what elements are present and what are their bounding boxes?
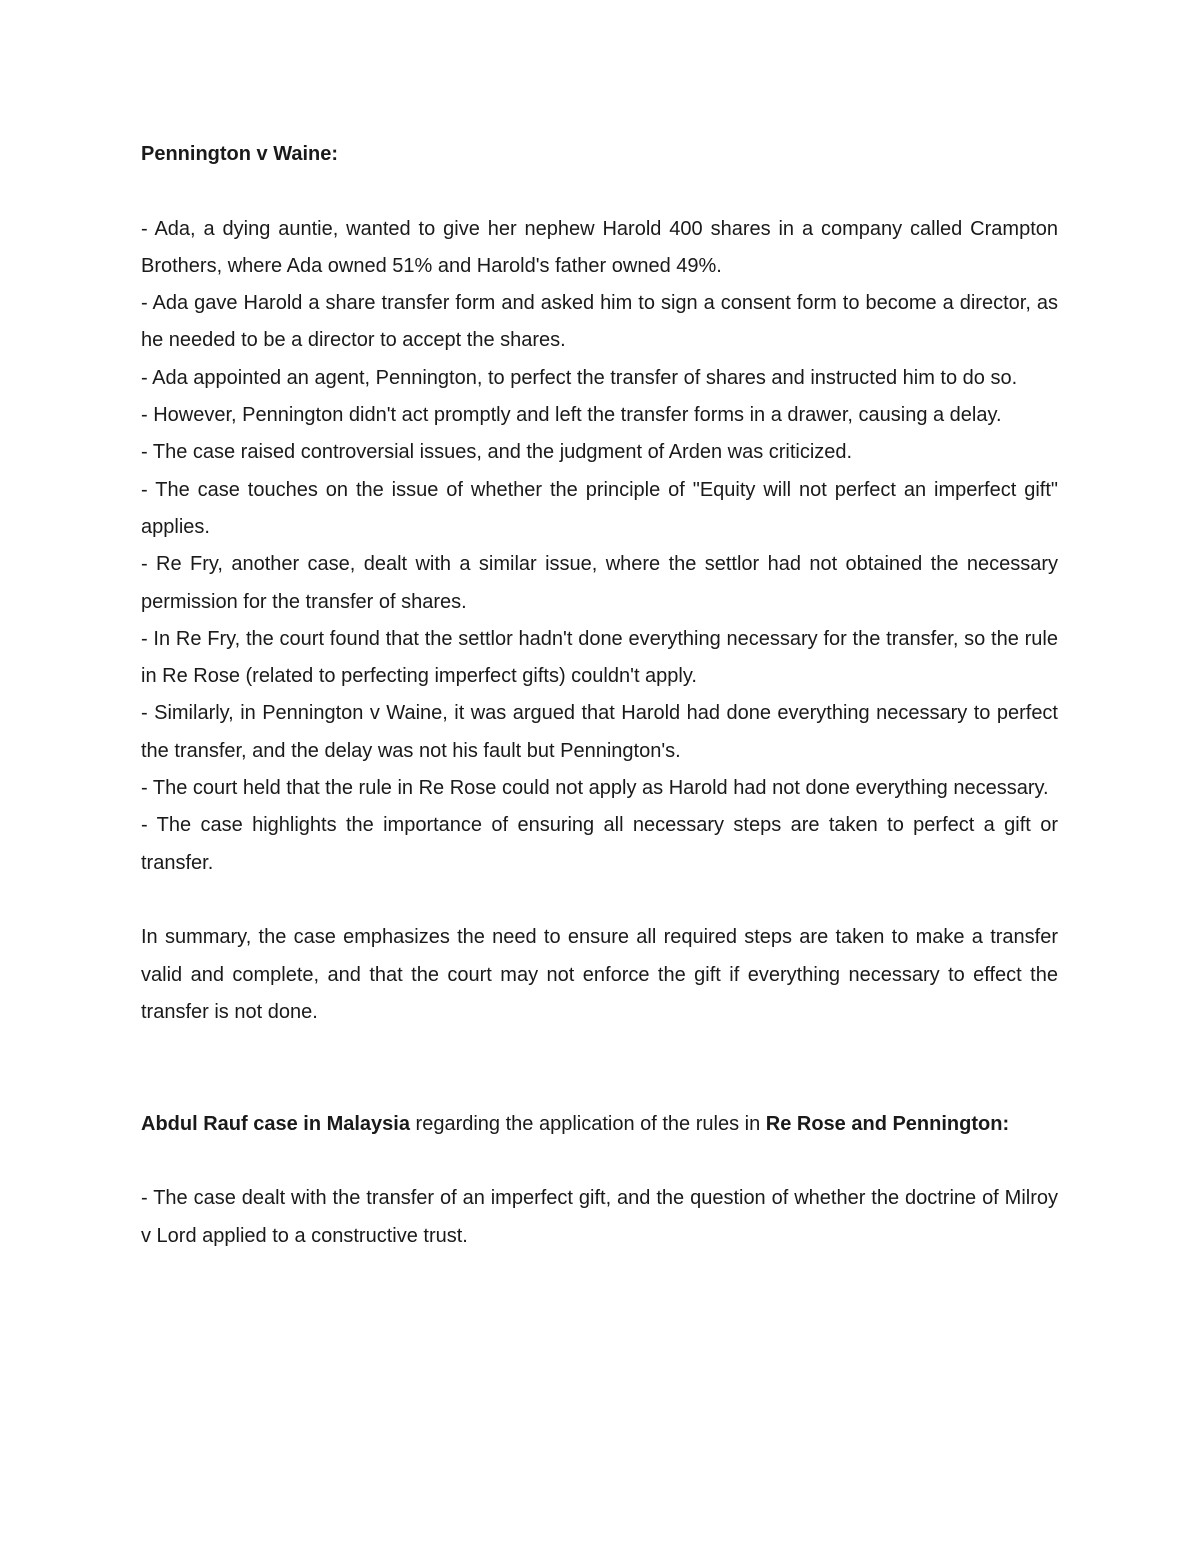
bullet-item: - The case touches on the issue of whether the principle of "Equity will not perfect an imperfect gift" applies. (141, 478, 1058, 538)
bullet-item: - In Re Fry, the court found that the settlor hadn't done everything necessary for the transfer, so the rule in Re Rose (related to perfecting imperfect gifts) couldn't apply. (141, 627, 1058, 688)
bullet-item: - The case highlights the importance of ensuring all necessary steps are taken to perfect a gift or transfer. (141, 814, 1058, 874)
document-page (141, 136, 1058, 1255)
bullet-item: - The court held that the rule in Re Rose could not apply as Harold had not done everything necessary. (141, 777, 1049, 800)
bullet-item: - Re Fry, another case, dealt with a similar issue, where the settlor had not obtained the necessary permission for the transfer of shares. (141, 553, 1058, 613)
bullet-item: - However, Pennington didn't act promptly and left the transfer forms in a drawer, causing a delay. (141, 404, 1002, 427)
pennington-bullet-list (141, 211, 1058, 882)
heading-bold-case-name: Abdul Rauf case in Malaysia (141, 1112, 410, 1135)
section-heading-pennington: Pennington v Waine: (141, 143, 339, 165)
heading-bold-rules: Re Rose and Pennington: (765, 1112, 1010, 1135)
spacer (141, 173, 1058, 210)
spacer (141, 1031, 1058, 1106)
spacer (141, 882, 1058, 919)
heading-normal-text: regarding the application of the rules in (409, 1112, 766, 1135)
bullet-item: - Ada, a dying auntie, wanted to give her nephew Harold 400 shares in a company called Crampton Brothers, where Ada owned 51% and Harold's father owned 49%. (141, 217, 1058, 277)
summary-paragraph: In summary, the case emphasizes the need to ensure all required steps are taken to make a transfer valid and complete, and that the court may not enforce the gift if everything necessary to effect the transfer is not done. (141, 926, 1058, 1023)
bullet-item: - The case raised controversial issues, and the judgment of Arden was criticized. (141, 441, 853, 464)
bullet-item: - Ada appointed an agent, Pennington, to perfect the transfer of shares and instructed him to do so. (141, 366, 1018, 389)
bullet-item: - Similarly, in Pennington v Waine, it was argued that Harold had done everything necessary to perfect the transfer, and the delay was not his fault but Pennington's. (141, 702, 1058, 762)
section-heading-abdul-rauf (141, 1106, 1058, 1143)
bullet-item: - The case dealt with the transfer of an imperfect gift, and the question of whether the doctrine of Milroy v Lord applied to a constructive trust. (141, 1187, 1058, 1247)
spacer (141, 1143, 1058, 1180)
abdul-rauf-bullet-list (141, 1180, 1058, 1255)
bullet-item: - Ada gave Harold a share transfer form and asked him to sign a consent form to become a director, as he needed to be a director to accept the shares. (141, 292, 1058, 352)
